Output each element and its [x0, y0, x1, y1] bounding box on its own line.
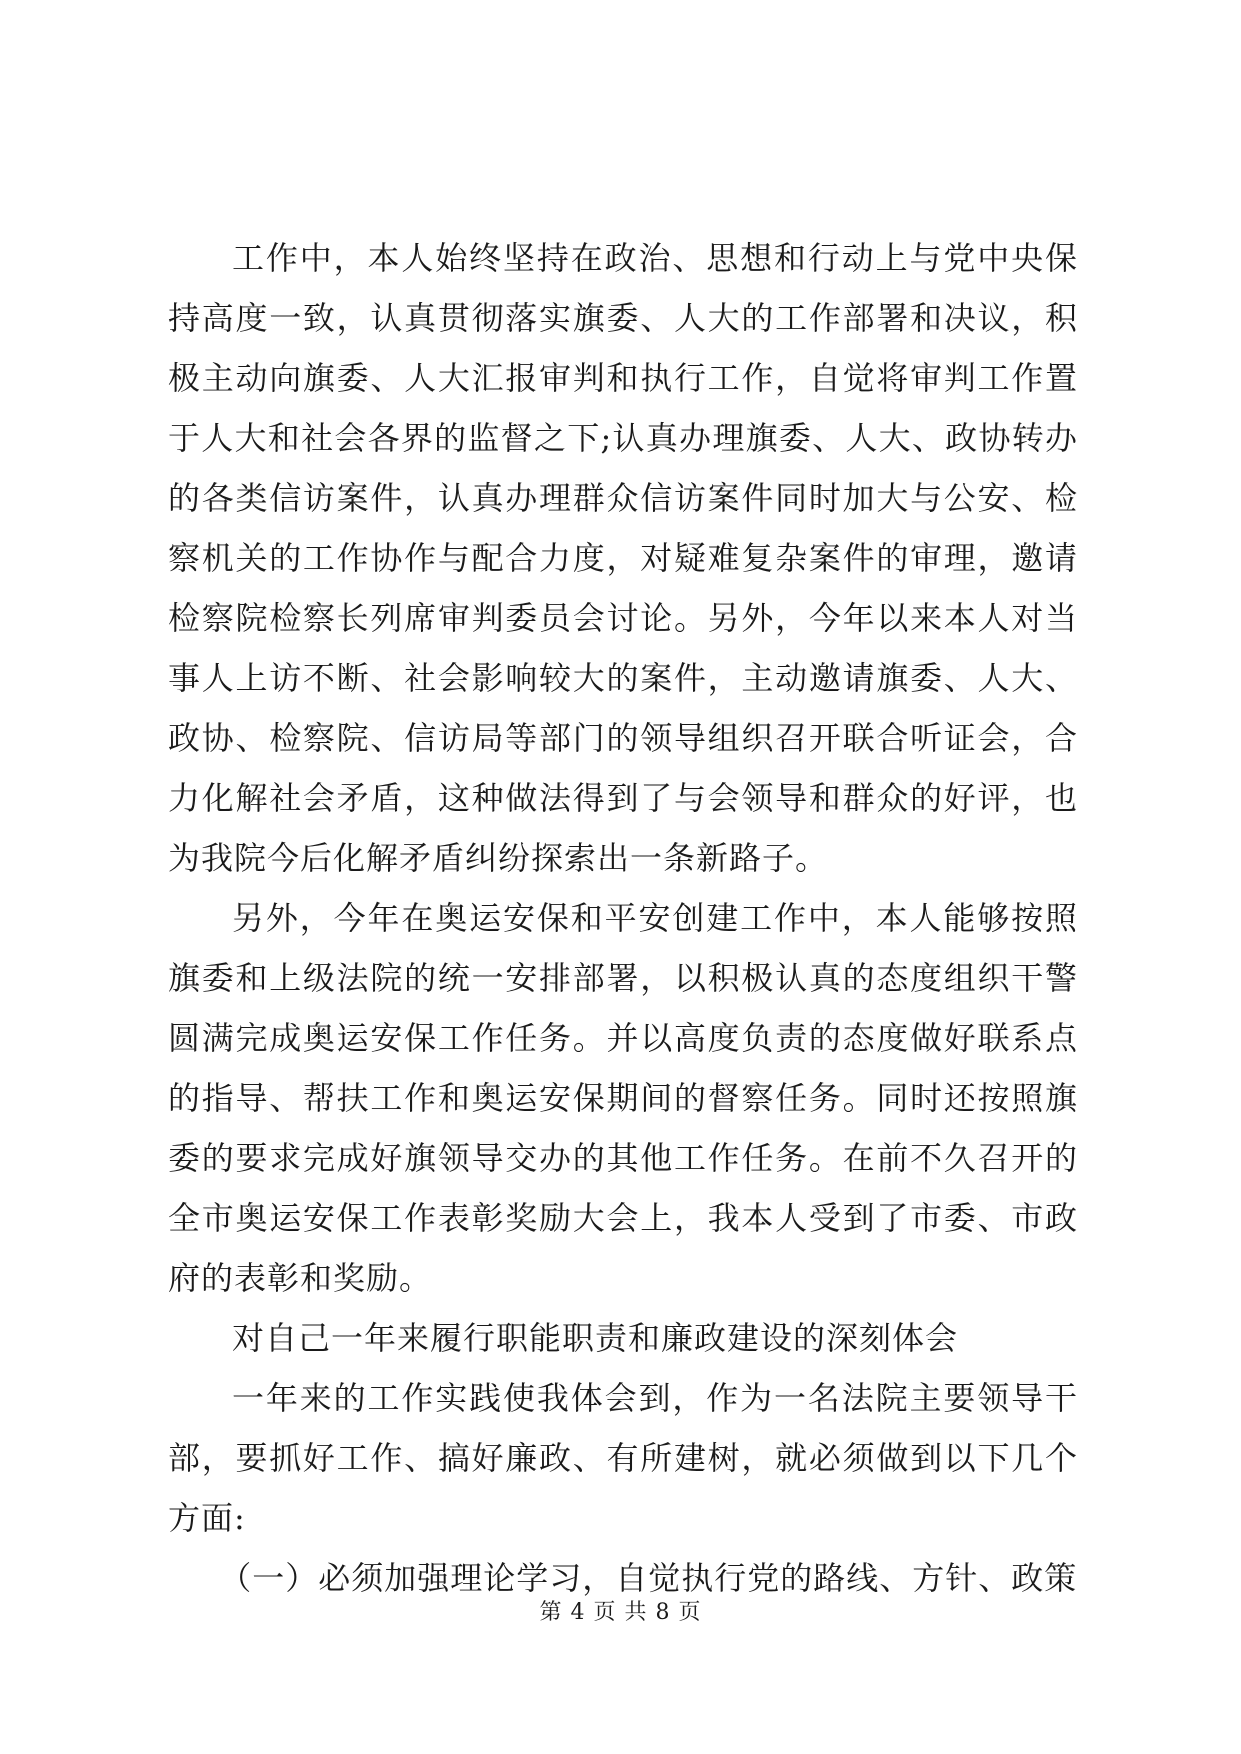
page-number: 第 4 页 共 8 页 [539, 1600, 702, 1625]
paragraph-olympic-security: 另外，今年在奥运安保和平安创建工作中，本人能够按照旗委和上级法院的统一安排部署，以积极认真的态度组织干警圆满完成奥运安保工作任务。并以高度负责的态度做好联系点的指导、帮扶工作和奥运安保期间的督察任务。同时还按照旗委的要求完成好旗领导交办的其他工作任务。在前不久召开的全市奥运安保工作表彰奖励大会上，我本人受到了市委、市政府的表彰和奖励。 [168, 899, 1078, 1297]
section-heading-reflection: 对自己一年来履行职能职责和廉政建设的深刻体会 [232, 1319, 959, 1357]
paragraph-experience: 一年来的工作实践使我体会到，作为一名法院主要领导干部，要抓好工作、搞好廉政、有所建树，就必须做到以下几个方面: [168, 1379, 1078, 1537]
paragraph-work-consistency: 工作中，本人始终坚持在政治、思想和行动上与党中央保持高度一致，认真贯彻落实旗委、人大的工作部署和决议，积极主动向旗委、人大汇报审判和执行工作，自觉将审判工作置于人大和社会各界的监督之下;认真办理旗委、人大、政协转办的各类信访案件，认真办理群众信访案件同时加大与公安、检察机关的工作协作与配合力度，对疑难复杂案件的审理，邀请检察院检察长列席审判委员会讨论。另外，今年以来本人对当事人上访不断、社会影响较大的案件，主动邀请旗委、人大、政协、检察院、信访局等部门的领导组织召开联合听证会，合力化解社会矛盾，这种做法得到了与会领导和群众的好评，也为我院今后化解矛盾纠纷探索出一条新路子。 [168, 239, 1078, 877]
paragraph-item-one: （一）必须加强理论学习，自觉执行党的路线、方针、政策 [219, 1559, 1078, 1597]
document-body [168, 228, 1078, 1608]
